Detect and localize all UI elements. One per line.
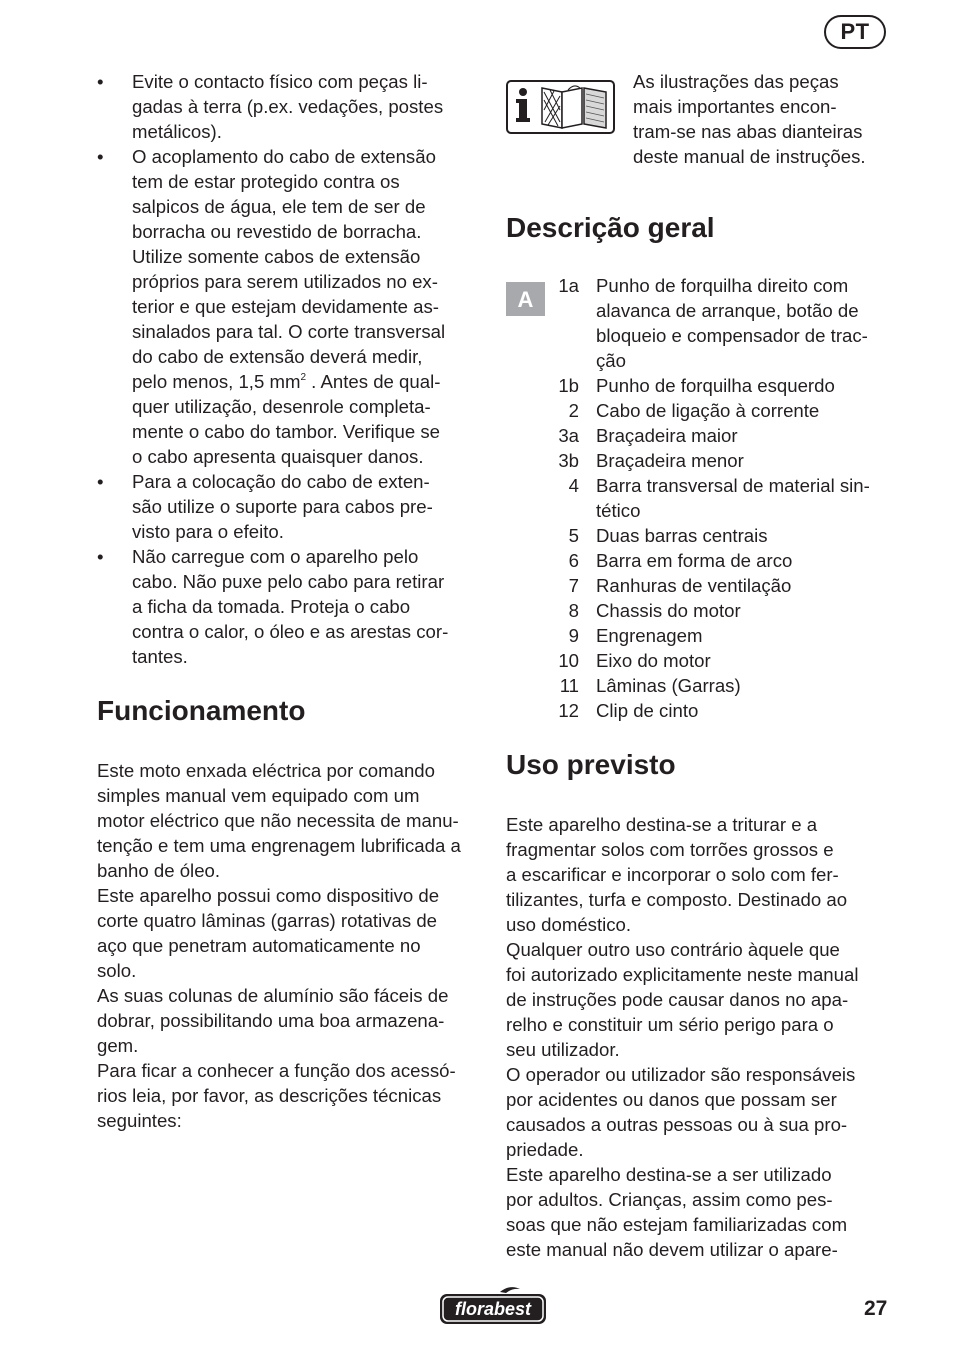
bullet-line: visto para o efeito. [132,521,284,542]
paragraph-line: tilizantes, turfa e composto. Destinado ao [506,889,848,910]
part-item [506,273,896,373]
bullet-line: Para a colocação do cabo de exten- [132,471,430,492]
paragraph-line: foi autorizado explicitamente neste manual [506,964,859,985]
part-item [506,373,896,398]
part-label [596,423,738,448]
paragraph-line: motor eléctrico que não necessita de manu- [97,810,459,831]
part-label-line: Braçadeira menor [596,450,744,471]
part-item [506,598,896,623]
paragraph-line: Qualquer outro uso contrário àquele que [506,939,840,960]
part-label [596,373,835,398]
part-label-line: Ranhuras de ventilação [596,575,792,596]
part-label-line: Engrenagem [596,625,703,646]
paragraph-line: uso doméstico. [506,914,632,935]
unit-superscript: 2 [300,372,307,383]
part-number: 3a [558,425,579,446]
part-item [506,523,896,548]
part-label [596,273,868,373]
part-label [596,648,711,673]
part-number: 6 [568,550,579,571]
descricao-heading: Descrição geral [506,212,715,243]
info-note [506,69,896,169]
part-item [506,623,896,648]
parts-list [506,273,896,723]
part-item [506,423,896,448]
funcionamento-heading: Funcionamento [97,695,306,726]
bullet-line: a ficha da tomada. Proteja o cabo [132,596,411,617]
page-number: 27 [864,1297,888,1320]
part-label [596,573,791,598]
part-number: 4 [568,475,579,496]
paragraph-line: rios leia, por favor, as descrições técnicas [97,1085,442,1106]
paragraph-line: tenção e tem uma engrenagem lubrificada a [97,835,461,856]
part-item [506,698,896,723]
bullet-item [97,69,487,144]
part-label [596,598,741,623]
paragraph-line: seguintes: [97,1110,182,1131]
part-item [506,448,896,473]
part-item [506,548,896,573]
part-number: 7 [568,575,579,596]
bullet-line: cabo. Não puxe pelo cabo para retirar [132,571,445,592]
part-item [506,648,896,673]
bullet-line: gadas à terra (p.ex. vedações, postes [132,96,444,117]
part-label [596,548,792,573]
part-label [596,623,702,648]
paragraph-line: Este aparelho destina-se a triturar e a [506,814,818,835]
paragraph-line: fragmentar solos com torrões grossos e [506,839,834,860]
paragraph-line: gem. [97,1035,139,1056]
part-label-line: Eixo do motor [596,650,711,671]
language-badge: PT [824,15,886,49]
paragraph-line: corte quatro lâminas (garras) rotativas de [97,910,437,931]
funcionamento-body [97,758,487,1133]
info-note-text [633,69,866,169]
paragraph-line: de instruções pode causar danos no apa- [506,989,849,1010]
part-label [596,523,768,548]
part-label-line: Duas barras centrais [596,525,768,546]
paragraph-line: dobrar, possibilitando uma boa armazena- [97,1010,445,1031]
bullet-line: contra o calor, o óleo e as arestas cor- [132,621,449,642]
part-label-line: Clip de cinto [596,700,699,721]
part-label-line: alavanca de arranque, botão de [596,300,859,321]
unit-text-before: pelo menos, 1,5 mm [132,371,301,392]
part-number: 3b [558,450,579,471]
part-label-line: bloqueio e compensador de trac- [596,325,868,346]
bullet-item [97,144,487,469]
part-item [506,473,896,523]
part-label-line: Punho de forquilha direito com [596,275,849,296]
paragraph-line: seu utilizador. [506,1039,620,1060]
part-number: 1b [558,375,579,396]
paragraph-line: Para ficar a conhecer a função dos acessó- [97,1060,456,1081]
part-label [596,398,819,423]
part-number: 8 [568,600,579,621]
part-item [506,573,896,598]
paragraph-line: simples manual vem equipado com um [97,785,420,806]
bullet-line: quer utilização, desenrole completa- [132,396,431,417]
uso-previsto-body [506,812,896,1262]
bullet-item [97,544,487,669]
bullet-line: terior e que estejam devidamente as- [132,296,439,317]
bullet-line: tantes. [132,646,188,667]
part-number: 12 [558,700,579,721]
bullet-line: Utilize somente cabos de extensão [132,246,421,267]
unit-text-after: . Antes de qual- [306,371,441,392]
bullet-line: tem de estar protegido contra os [132,171,400,192]
part-label [596,473,870,523]
bullet-line: O acoplamento do cabo de extensão [132,146,436,167]
bullet-line: o cabo apresenta quaisquer danos. [132,446,424,467]
part-label-line: Lâminas (Garras) [596,675,741,696]
paragraph-line: priedade. [506,1139,584,1160]
bullet-line: mente o cabo do tambor. Verifique se [132,421,441,442]
bullet-line: próprios para serem utilizados no ex- [132,271,438,292]
info-line: As ilustrações das peças [633,71,839,92]
part-number: 2 [568,400,579,421]
info-line: mais importantes encon- [633,96,837,117]
info-manual-icon [506,80,615,134]
right-column [506,69,896,1262]
part-number: 1a [558,275,579,296]
paragraph-line: relho e constituir um sério perigo para o [506,1014,834,1035]
bullet-line-with-unit [132,369,487,394]
part-label-line: Chassis do motor [596,600,741,621]
info-line: tram-se nas abas dianteiras [633,121,863,142]
paragraph-line: causados a outras pessoas ou à sua pro- [506,1114,848,1135]
bullet-line: sinalados para tal. O corte transversal [132,321,446,342]
bullet-line: são utilize o suporte para cabos pre- [132,496,433,517]
paragraph-line: banho de óleo. [97,860,221,881]
paragraph-line: aço que penetram automaticamente no [97,935,421,956]
safety-bullet-list [97,69,487,669]
bullet-dot: • [97,146,104,167]
part-number: 5 [568,525,579,546]
left-column [97,69,487,1133]
part-label [596,448,744,473]
paragraph-line: O operador ou utilizador são responsáveis [506,1064,856,1085]
part-item [506,398,896,423]
part-label-line: ção [596,350,626,371]
part-number: 10 [558,650,579,671]
part-label-line: tético [596,500,641,521]
bullet-line: salpicos de água, ele tem de ser de [132,196,426,217]
paragraph-line: As suas colunas de alumínio são fáceis de [97,985,449,1006]
paragraph-line: Este aparelho destina-se a ser utilizado [506,1164,832,1185]
paragraph-line: soas que não estejam familiarizadas com [506,1214,848,1235]
part-item [506,673,896,698]
bullet-line: metálicos). [132,121,222,142]
paragraph-line: a escarificar e incorporar o solo com fer- [506,864,839,885]
bullet-line: Não carregue com o aparelho pelo [132,546,419,567]
paragraph-line: por adultos. Crianças, assim como pes- [506,1189,833,1210]
part-number: 11 [559,675,579,696]
florabest-logo [438,1284,548,1326]
paragraph-line: este manual não devem utilizar o apare- [506,1239,838,1260]
bullet-line: do cabo de extensão deverá medir, [132,346,423,367]
bullet-dot: • [97,471,104,492]
part-label-line: Barra em forma de arco [596,550,793,571]
paragraph-line: solo. [97,960,137,981]
bullet-dot: • [97,546,104,567]
paragraph-line: Este moto enxada eléctrica por comando [97,760,435,781]
svg-text:florabest: florabest [454,1299,532,1319]
uso-previsto-heading: Uso previsto [506,749,676,780]
bullet-line: borracha ou revestido de borracha. [132,221,422,242]
part-number: 9 [568,625,579,646]
part-label-line: Cabo de ligação à corrente [596,400,820,421]
figure-a-badge: A [506,282,545,316]
part-label [596,698,698,723]
info-line: deste manual de instruções. [633,146,866,167]
part-label-line: Barra transversal de material sin- [596,475,870,496]
paragraph-line: por acidentes ou danos que possam ser [506,1089,837,1110]
part-label-line: Punho de forquilha esquerdo [596,375,835,396]
paragraph-line: Este aparelho possui como dispositivo de [97,885,440,906]
bullet-dot: • [97,71,104,92]
part-label-line: Braçadeira maior [596,425,738,446]
bullet-line: Evite o contacto físico com peças li- [132,71,428,92]
part-label [596,673,741,698]
bullet-item [97,469,487,544]
